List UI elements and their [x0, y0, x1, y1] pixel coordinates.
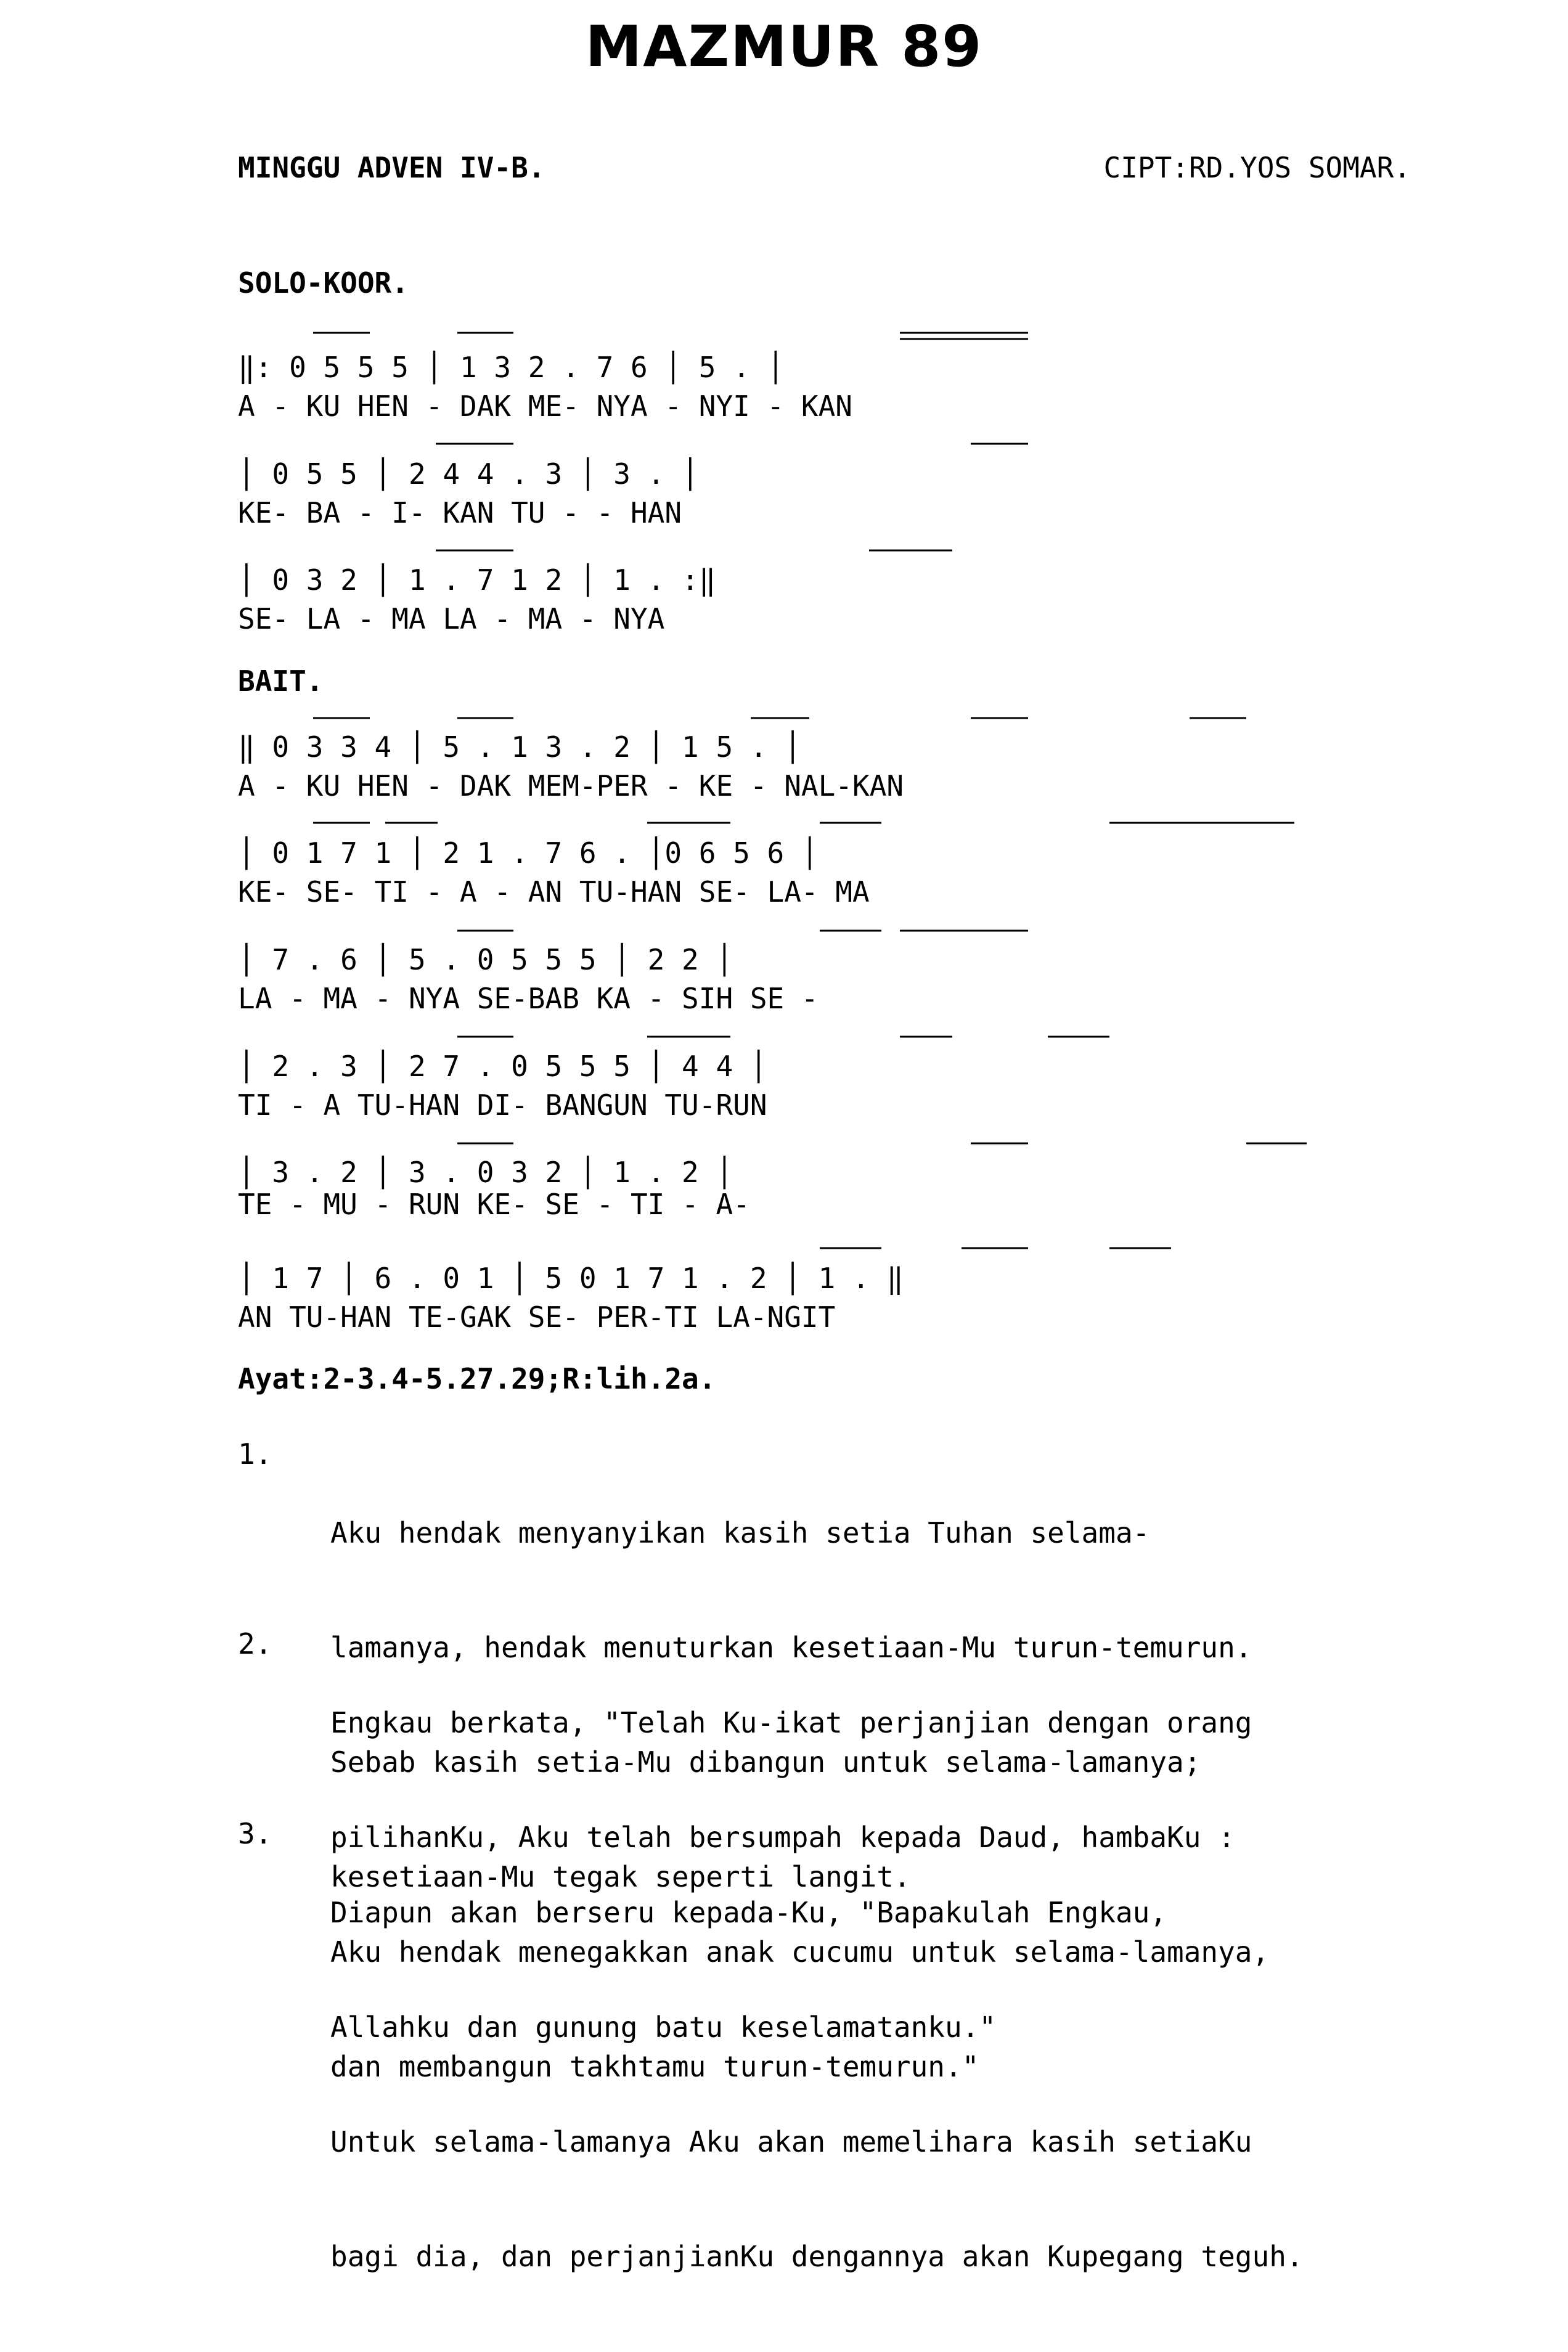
- verse-line: lamanya, hendak menuturkan kesetiaan-Mu turun-temurun.: [330, 1631, 1252, 1664]
- lyrics-line-4: A - KU HEN - DAK MEM-PER - KE - NAL-KAN: [238, 769, 904, 802]
- notes-line-9: │ 1 7 │ 6 . 0 1 │ 5 0 1 7 1 . 2 │ 1 . ‖: [238, 1262, 904, 1295]
- verse-line: bagi dia, dan perjanjianKu dengannya akan Kupegang teguh.: [330, 2240, 1304, 2273]
- verse-number: 3.: [238, 1817, 272, 1850]
- verse-line: Engkau berkata, "Telah Ku-ikat perjanjian dengan orang: [330, 1706, 1252, 1739]
- notes-line-5: │ 0 1 7 1 │ 2 1 . 7 6 . │0 6 5 6 │: [238, 836, 819, 870]
- lyrics-line-2: KE- BA - I- KAN TU - - HAN: [238, 496, 682, 529]
- verse-label: BAIT.: [238, 664, 324, 698]
- verse-number: 1.: [238, 1437, 272, 1471]
- verse-line: Sebab kasih setia-Mu dibangun untuk selama-lamanya;: [330, 1746, 1201, 1779]
- ayat-reference: Ayat:2-3.4-5.27.29;R:lih.2a.: [238, 1362, 716, 1395]
- verse-line: Allahku dan gunung batu keselamatanku.": [330, 2011, 997, 2044]
- lyrics-line-9: AN TU-HAN TE-GAK SE- PER-TI LA-NGIT: [238, 1301, 836, 1334]
- verse-line: Diapun akan berseru kepada-Ku, "Bapakulah Engkau,: [330, 1896, 1167, 1929]
- notes-line-3: │ 0 3 2 │ 1 . 7 1 2 │ 1 . :‖: [238, 563, 716, 597]
- notes-line-1: ‖: 0 5 5 5 │ 1 3 2 . 7 6 │ 5 . │: [238, 351, 785, 384]
- lyrics-line-1: A - KU HEN - DAK ME- NYA - NYI - KAN: [238, 390, 852, 423]
- verse-line: dan membangun takhtamu turun-temurun.": [330, 2050, 979, 2083]
- lyrics-line-8: TE - MU - RUN KE- SE - TI - A-: [238, 1188, 750, 1221]
- notes-line-4: ‖ 0 3 3 4 │ 5 . 1 3 . 2 │ 1 5 . │: [238, 730, 801, 764]
- verse-line: kesetiaan-Mu tegak seperti langit.: [330, 1860, 911, 1893]
- lyrics-line-6: LA - MA - NYA SE-BAB KA - SIH SE -: [238, 982, 819, 1015]
- notes-line-7: │ 2 . 3 │ 2 7 . 0 5 5 5 │ 4 4 │: [238, 1050, 767, 1083]
- lyrics-line-3: SE- LA - MA LA - MA - NYA: [238, 602, 665, 635]
- verse-line: Aku hendak menyanyikan kasih setia Tuhan selama-: [330, 1516, 1150, 1550]
- notes-line-8: │ 3 . 2 │ 3 . 0 3 2 │ 1 . 2 │: [238, 1156, 733, 1189]
- lyrics-line-5: KE- SE- TI - A - AN TU-HAN SE- LA- MA: [238, 875, 870, 909]
- verse-number: 2.: [238, 1627, 272, 1660]
- verse-line: Untuk selama-lamanya Aku akan memelihara kasih setiaKu: [330, 2125, 1252, 2158]
- lyrics-line-7: TI - A TU-HAN DI- BANGUN TU-RUN: [238, 1088, 767, 1122]
- notes-line-6: │ 7 . 6 │ 5 . 0 5 5 5 │ 2 2 │: [238, 943, 733, 976]
- page-title: MAZMUR 89: [585, 14, 983, 80]
- notes-line-2: │ 0 5 5 │ 2 4 4 . 3 │ 3 . │: [238, 457, 699, 491]
- occasion-label: MINGGU ADVEN IV-B.: [238, 151, 545, 184]
- composer-credit: CIPT:RD.YOS SOMAR.: [1103, 151, 1411, 184]
- refrain-label: SOLO-KOOR.: [238, 266, 409, 300]
- verse-line: Aku hendak menegakkan anak cucumu untuk selama-lamanya,: [330, 1935, 1270, 1969]
- verse-line: pilihanKu, Aku telah bersumpah kepada Daud, hambaKu :: [330, 1821, 1235, 1854]
